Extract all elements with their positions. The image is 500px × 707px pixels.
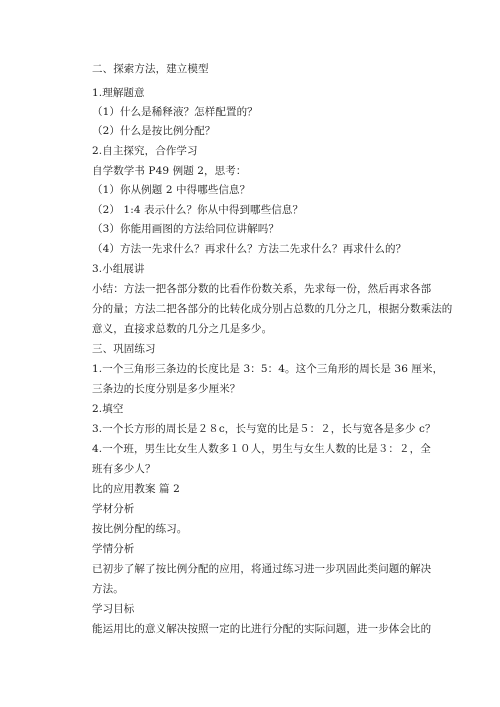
paragraph-line: 按比例分配的练习。 — [92, 523, 188, 535]
section-heading: 三、巩固练习 — [92, 343, 156, 355]
paragraph-line: 自学数学书 P49 例题 2，思考： — [92, 165, 247, 177]
exercise-line: 三条边的长度分别是多少厘米？ — [92, 383, 241, 395]
subsection-heading: 1.理解题意 — [92, 87, 145, 99]
exercise-line: 2.填空 — [92, 403, 124, 415]
subsection-heading: 3.小组展讲 — [92, 263, 145, 275]
section-heading: 学材分析 — [92, 503, 135, 515]
section-heading: 学习目标 — [92, 603, 135, 615]
question-item: （1）什么是稀释液？怎样配置的？ — [92, 106, 258, 118]
exercise-line: 班有多少人？ — [92, 463, 156, 475]
exercise-line: 4.一个班，男生比女生人数多１０人，男生与女生人数的比是３：２，全 — [92, 443, 431, 455]
section-heading: 学情分析 — [92, 543, 135, 555]
subsection-heading: 2.自主探究，合作学习 — [92, 145, 198, 157]
section-heading: 二、探索方法，建立模型 — [92, 63, 209, 75]
paragraph-line: 小结：方法一把各部分数的比看作份数关系，先求每一份，然后再求各部 — [92, 283, 432, 295]
question-item: （4）方法一先求什么？再求什么？方法二先求什么？再求什么的？ — [92, 243, 407, 255]
paragraph-line: 意义，直接求总数的几分之几是多少。 — [92, 323, 273, 335]
paragraph-line: 方法。 — [92, 583, 124, 595]
paragraph-line: 分的量；方法二把各部分的比转化成分别占总数的几分之几，根据分数乘法的 — [92, 303, 453, 315]
lesson-title: 比的应用教案 篇 2 — [92, 483, 180, 495]
exercise-line: 3.一个长方形的周长是２８c，长与宽的比是５：２，长与宽各是多少 c？ — [92, 423, 436, 435]
question-item: （1）你从例题 2 中得哪些信息？ — [92, 184, 251, 196]
question-item: （2） 1:4 表示什么？你从中得到哪些信息？ — [92, 204, 304, 216]
question-item: （3）你能用画图的方法给同位讲解吗？ — [92, 223, 279, 235]
paragraph-line: 能运用比的意义解决按照一定的比进行分配的实际问题，进一步体会比的 — [92, 623, 432, 635]
question-item: （2）什么是按比例分配？ — [92, 125, 216, 137]
exercise-line: 1.一个三角形三条边的长度比是 3：5：4。这个三角形的周长是 36 厘米， — [92, 363, 444, 375]
paragraph-line: 已初步了解了按比例分配的应用，将通过练习进一步巩固此类问题的解决 — [92, 563, 432, 575]
